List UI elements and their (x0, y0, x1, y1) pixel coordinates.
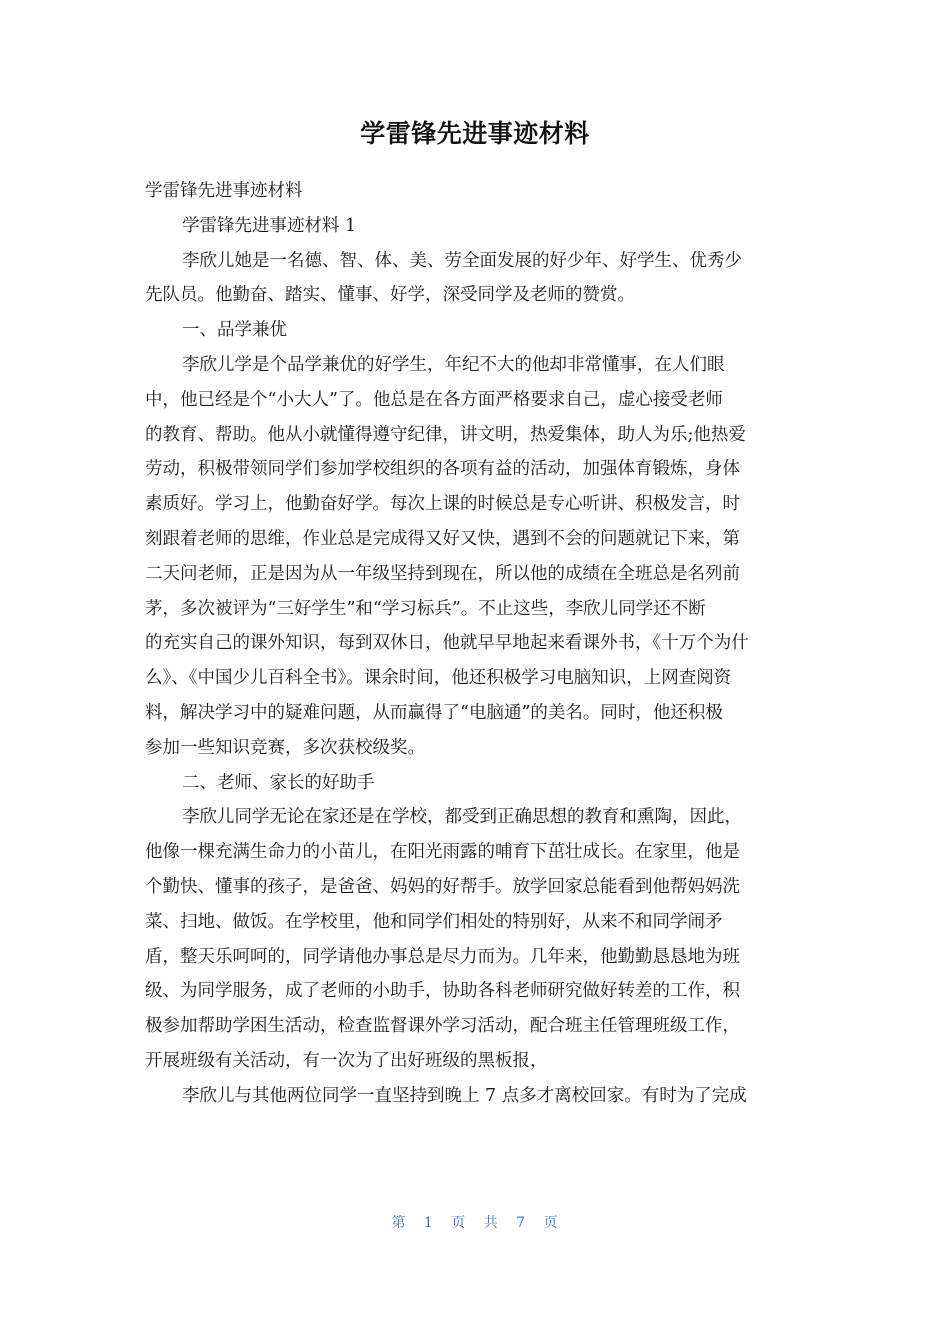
text-line: 盾，整天乐呵呵的，同学请他办事总是尽力而为。几年来，他勤勤恳恳地为班 (145, 946, 740, 967)
text-line: 茅，多次被评为“三好学生”和“学习标兵”。不止这些，李欣儿同学还不断 (145, 598, 706, 619)
page-footer: 第 1 页 共 7 页 (391, 1215, 559, 1231)
text-line: 学雷锋先进事迹材料 1 (182, 215, 357, 236)
text-line: 二、老师、家长的好助手 (182, 772, 375, 793)
text-line: 学雷锋先进事迹材料 (145, 181, 303, 201)
text-line: 菜、扫地、做饭。在学校里，他和同学们相处的特别好，从来不和同学闹矛 (145, 911, 723, 932)
text-line: 极参加帮助学困生活动，检查监督课外学习活动，配合班主任管理班级工作， (145, 1016, 740, 1037)
text-line: 么》、《中国少儿百科全书》。课余时间，他还积极学习电脑知识，上网查阅资 (145, 668, 732, 689)
document-title: 学雷锋先进事迹材料 (360, 119, 590, 148)
text-line: 参加一些知识竞赛，多次获校级奖。 (145, 737, 425, 758)
document-body (145, 174, 805, 1114)
text-line: 先队员。他勤奋、踏实、懂事、好学，深受同学及老师的赞赏。 (145, 285, 635, 306)
text-line: 李欣儿学是个品学兼优的好学生，年纪不大的他却非常懂事，在人们眼 (182, 354, 725, 375)
text-line: 开展班级有关活动，有一次为了出好班级的黑板报， (145, 1050, 548, 1071)
text-line: 李欣儿她是一名德、智、体、美、劳全面发展的好少年、好学生、优秀少 (182, 250, 742, 271)
text-line: 中，他已经是个“小大人”了。他总是在各方面严格要求自己，虚心接受老师 (145, 389, 723, 410)
text-line: 的教育、帮助。他从小就懂得遵守纪律，讲文明，热爱集体，助人为乐;他热爱 (145, 424, 746, 445)
text-line: 二天问老师，正是因为从一年级坚持到现在，所以他的成绩在全班总是名列前 (145, 563, 740, 584)
text-line: 劳动，积极带领同学们参加学校组织的各项有益的活动，加强体育锻炼，身体 (145, 459, 740, 480)
text-line: 个勤快、懂事的孩子，是爸爸、妈妈的好帮手。放学回家总能看到他帮妈妈洗 (145, 876, 740, 897)
text-line: 素质好。学习上，他勤奋好学。每次上课的时候总是专心听讲、积极发言，时 (145, 494, 740, 515)
text-line: 他像一棵充满生命力的小苗儿，在阳光雨露的哺育下茁壮成长。在家里，他是 (145, 842, 740, 863)
text-line: 李欣儿与其他两位同学一直坚持到晚上 7 点多才离校回家。有时为了完成 (182, 1085, 747, 1106)
text-line: 一、品学兼优 (182, 320, 287, 341)
text-line: 料，解决学习中的疑难问题，从而赢得了“电脑通”的美名。同时，他还积极 (145, 702, 723, 723)
text-line: 李欣儿同学无论在家还是在学校，都受到正确思想的教育和熏陶，因此， (182, 807, 742, 828)
text-line: 级、为同学服务，成了老师的小助手，协助各科老师研究做好转差的工作，积 (145, 981, 740, 1002)
text-line: 的充实自己的课外知识，每到双休日，他就早早地起来看课外书，《十万个为什 (145, 633, 749, 654)
text-line: 刻跟着老师的思维，作业总是完成得又好又快，遇到不会的问题就记下来，第 (145, 528, 740, 549)
